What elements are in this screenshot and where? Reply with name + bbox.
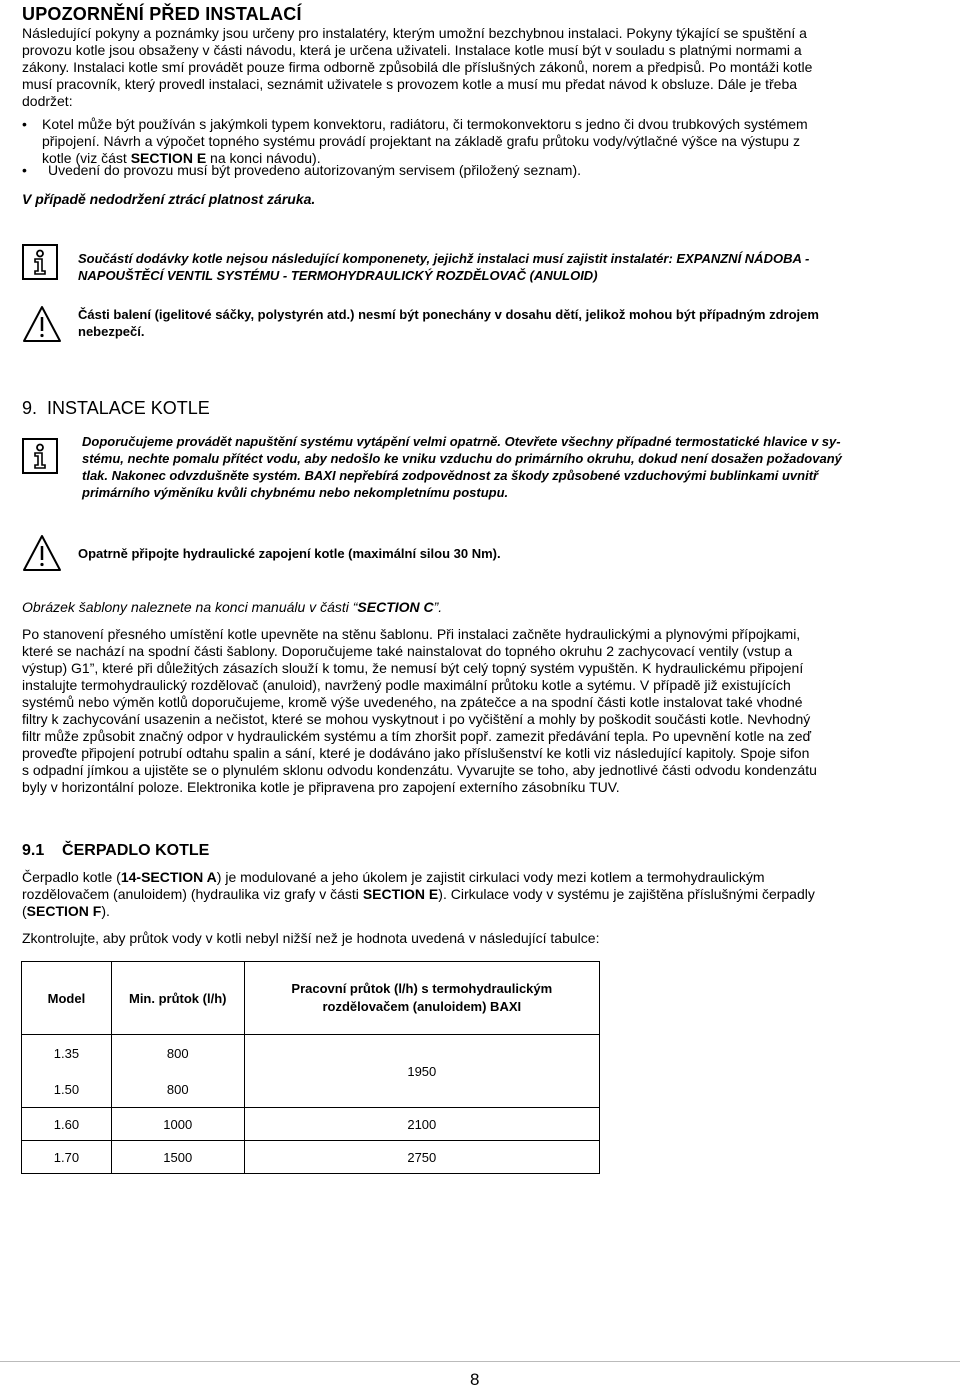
section-title-warning: UPOZORNĚNÍ PŘED INSTALACÍ bbox=[22, 4, 302, 24]
cell-min: 800 bbox=[111, 1072, 244, 1108]
caution-note: Opatrně připojte hydraulické zapojení kotle (maximální silou 30 Nm). bbox=[78, 546, 501, 561]
section-title: INSTALACE KOTLE bbox=[47, 398, 210, 418]
section-number: 9. bbox=[22, 398, 38, 418]
bullet-symbol: • bbox=[22, 162, 27, 178]
intro-line: musí pracovník, který provedl instalaci, seznámit uživatele s provozem kotle a musí mu předat návod k obsluze. Dále je třeba bbox=[22, 76, 798, 92]
check-instruction: Zkontrolujte, aby průtok vody v kotli nebyl nižší než je hodnota uvedená v následující tabulce: bbox=[22, 930, 600, 946]
header-model: Model bbox=[22, 962, 112, 1035]
cell-work: 2750 bbox=[244, 1141, 599, 1174]
pump-paragraph bbox=[22, 869, 933, 920]
bullet-line: kotle (viz část SECTION E na konci návodu). bbox=[42, 150, 321, 166]
danger-note-line: Části balení (igelitové sáčky, polystyrén atd.) nesmí být ponechány v dosahu dětí, jelikož mohou být případným zdrojem bbox=[78, 307, 819, 322]
template-note: Obrázek šablony naleznete na konci manuálu v části “SECTION C”. bbox=[22, 599, 443, 615]
bullet-item bbox=[22, 116, 937, 167]
table-row bbox=[22, 1035, 600, 1072]
section-heading-pump bbox=[22, 842, 209, 860]
info-note bbox=[78, 250, 936, 284]
install-info-note bbox=[82, 433, 934, 501]
pump-line: rozdělovačem (anuloidem) (hydraulika viz grafy v části SECTION E). Cirkulace vody v systému je zajištěna příslušnými čerpadly bbox=[22, 886, 815, 902]
header-min-flow: Min. průtok (l/h) bbox=[111, 962, 244, 1035]
section-ref: SECTION C bbox=[357, 599, 434, 615]
table-row bbox=[22, 1108, 600, 1141]
page-number: 8 bbox=[470, 1370, 480, 1389]
cell-work: 2100 bbox=[244, 1108, 599, 1141]
flow-table bbox=[21, 961, 600, 1174]
warning-triangle-icon bbox=[22, 304, 62, 344]
install-info-line: tlak. Nakonec odvzdušněte systém. BAXI nepřebírá zodpovědnost za škody způsobené vzduchovými bublinkami uvnitř bbox=[82, 468, 819, 483]
danger-note bbox=[78, 306, 936, 340]
table-row bbox=[22, 1141, 600, 1174]
install-body bbox=[22, 626, 933, 796]
bullet-line: Kotel může být používán s jakýmkoli typem konvektoru, radiátoru, či termokonvektoru s jedno či dvou trubkových systémem bbox=[42, 116, 808, 132]
install-body-line: s odpadní jímkou a ujistěte se o plynulém sklonu odvodu kondenzátu. Vyvarujte se toho, aby jednotlivé části odvodu kondenzátu bbox=[22, 762, 817, 778]
install-body-line: výstup) G1”, které při důležitých zásazích slouží k tomu, že nemusí být celý topný systém vypuštěn. K hydraulickému připojení bbox=[22, 660, 804, 676]
cell-min: 1000 bbox=[111, 1108, 244, 1141]
info-i-icon bbox=[22, 244, 58, 280]
bullet-item bbox=[22, 162, 937, 179]
info-i-icon bbox=[22, 438, 58, 474]
intro-paragraph bbox=[22, 25, 937, 110]
install-body-line: Po stanovení přesného umístění kotle upevněte na stěnu šablonu. Při instalaci začněte hydraulickými a plynovými přípojkami, bbox=[22, 626, 801, 642]
install-info-line: Doporučujeme provádět napuštění systému vytápění velmi opatrně. Otevřete všechny případné termostatické hlavice v sy- bbox=[82, 434, 841, 449]
pump-line: (SECTION F). bbox=[22, 903, 110, 919]
cell-min: 1500 bbox=[111, 1141, 244, 1174]
section-heading-install bbox=[22, 398, 210, 419]
intro-line: zákony. Instalaci kotle smí provádět pouze firma odborně způsobilá dle příslušných zákonů, norem a předpisů. Po montáži kotle bbox=[22, 59, 813, 75]
info-note-line: NAPOUŠTĚCÍ VENTIL SYSTÉMU - TERMOHYDRAULICKÝ ROZDĚLOVAČ (ANULOID) bbox=[78, 268, 598, 283]
section-number: 9.1 bbox=[22, 842, 45, 859]
cell-model: 1.70 bbox=[22, 1141, 112, 1174]
danger-note-line: nebezpečí. bbox=[78, 324, 145, 339]
table-header-row bbox=[22, 962, 600, 1035]
install-body-line: které se nachází na spodní části šablony. Doporučujeme také nainstalovat do topného okruhu 2 zachycovací ventily (vstup a bbox=[22, 643, 793, 659]
install-body-line: instalujte termohydraulický rozdělovač (anuloid), navržený podle maximální průtoku kotle a sytému. V případě již existujících bbox=[22, 677, 791, 693]
install-body-line: filtr může způsobit značný odpor v hydraulickém systému a tím zhoršit popř. zamezit předávání tepla. Po upevnění kotle na zeď bbox=[22, 728, 812, 744]
cell-min: 800 bbox=[111, 1035, 244, 1072]
install-body-line: systémů nebo výměn kotlů doporučujeme, kromě výše uvedeného, na zpátečce a na spodní části kotle instalovat také vhodné bbox=[22, 694, 803, 710]
install-info-line: primárního výměníku kvůli chybnému nebo nekompletnímu postupu. bbox=[82, 485, 509, 500]
bullet-symbol: • bbox=[22, 116, 27, 132]
bullet-line: připojení. Návrh a výpočet topného systému provádí projektant na základě grafu průtoku vody/výtlačné výšce na výstupu z bbox=[42, 133, 800, 149]
section-title: ČERPADLO KOTLE bbox=[62, 842, 210, 859]
intro-line: Následující pokyny a poznámky jsou určeny pro instalatéry, kterým umožní bezchybnou instalaci. Pokyny týkající se spuštění a bbox=[22, 25, 807, 41]
warning-triangle-icon bbox=[22, 533, 62, 573]
warranty-note: V případě nedodržení ztrácí platnost záruka. bbox=[22, 191, 316, 207]
install-info-line: stému, nechte pomalu přítéct vodu, aby nedošlo ke vniku vzduchu do primárního okruhu, dokud není dosažen požadovaný bbox=[82, 451, 842, 466]
section-ref: SECTION E bbox=[130, 150, 207, 166]
install-body-line: byly v horizontální poloze. Elektronika kotle je připravena pro zapojení externího zásobníku TUV. bbox=[22, 779, 620, 795]
bullet-text: Uvedení do provozu musí být provedeno autorizovaným servisem (přiložený seznam). bbox=[48, 162, 582, 178]
cell-work-merged: 1950 bbox=[244, 1035, 599, 1108]
info-note-line: Součástí dodávky kotle nejsou následující komponenety, jejichž instalaci musí zajistit instalatér: EXPANZNÍ NÁDOBA - bbox=[78, 251, 810, 266]
install-body-line: proveďte připojení potrubí odtahu spalin a sání, které je dodáváno jako příslušenství ke kotli viz následující kapitoly. Spoje sifon bbox=[22, 745, 810, 761]
intro-line: provozu kotle jsou obsaženy v části návodu, která je určena uživateli. Instalace kotle musí být v souladu s platnými normami a bbox=[22, 42, 802, 58]
cell-model: 1.50 bbox=[22, 1072, 112, 1108]
header-work-flow: Pracovní průtok (l/h) s termohydraulickým rozdělovačem (anuloidem) BAXI bbox=[244, 962, 599, 1035]
install-body-line: filtry k zachycování usazenin a nečistot, které se mohou vyskytnout i po vyčištění a mohly by poškodit součásti kotle. Nevhodný bbox=[22, 711, 811, 727]
intro-line: dodržet: bbox=[22, 93, 73, 109]
footer-divider bbox=[0, 1361, 960, 1362]
pump-line: Čerpadlo kotle (14-SECTION A) je modulované a jeho úkolem je zajistit cirkulaci vody mezi kotlem a termohydraulickým bbox=[22, 869, 765, 885]
cell-model: 1.60 bbox=[22, 1108, 112, 1141]
cell-model: 1.35 bbox=[22, 1035, 112, 1072]
